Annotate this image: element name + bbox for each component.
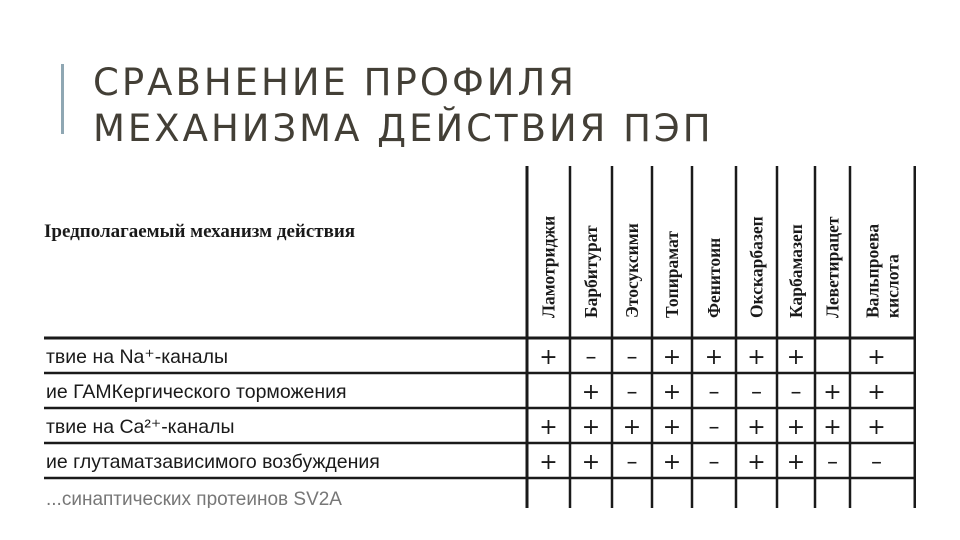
mechanism-mark: + — [581, 450, 601, 475]
mechanism-table-graphic — [44, 162, 916, 508]
mechanism-mark: + — [539, 415, 558, 440]
mechanism-row-label: ие глутаматзависимого возбуждения — [46, 451, 380, 473]
drug-name-8-line-0: Вальпроева — [862, 223, 883, 318]
table-header-label: Iредполагаемый механизм действия — [44, 221, 356, 242]
mechanism-mark: + — [823, 415, 842, 440]
drug-name-2-line-0: Этосуксими — [622, 223, 642, 318]
drug-name-3-line-0: Топирамат — [662, 231, 682, 318]
mechanism-mark: + — [867, 345, 886, 370]
mechanism-mark: – — [708, 380, 720, 405]
mechanism-mark: – — [871, 450, 882, 475]
drug-name-8-line-1: кислота — [882, 254, 903, 318]
mechanism-mark: + — [662, 345, 682, 370]
mechanism-mark: + — [786, 345, 806, 370]
mechanism-mark: + — [867, 380, 886, 405]
slide-title-line-1: СРАВНЕНИЕ ПРОФИЛЯ — [93, 61, 577, 104]
mechanism-mark: – — [790, 380, 802, 405]
title-accent-bar — [61, 64, 64, 134]
mechanism-mark: + — [581, 380, 601, 405]
drug-name-5-line-0: Окскарбазеп — [746, 216, 767, 318]
mechanism-mark: – — [626, 380, 638, 405]
mechanism-mark: + — [704, 345, 724, 370]
mechanism-mark: + — [867, 415, 886, 440]
mechanism-mark: + — [539, 450, 558, 475]
mechanism-mark: – — [708, 450, 720, 475]
mechanism-row-label: твие на Ca²⁺-каналы — [46, 416, 235, 438]
mechanism-row-label: ие ГАМКергического торможения — [46, 381, 347, 403]
mechanism-mark: + — [662, 450, 682, 475]
mechanism-mark: + — [747, 450, 766, 475]
mechanism-mark: + — [662, 380, 682, 405]
mechanism-mark: – — [626, 345, 638, 370]
mechanism-mark: + — [747, 415, 766, 440]
drug-name-7-line-0: Леветирацет — [822, 216, 843, 318]
mechanism-mark: + — [622, 415, 642, 440]
mechanism-mark: + — [823, 380, 842, 405]
drug-name-4-line-0: Фенитоин — [704, 237, 724, 318]
drug-name-6-line-0: Карбамазеп — [786, 224, 806, 318]
drug-name-1-line-0: Барбитурат — [581, 225, 601, 318]
mechanism-mark: + — [539, 345, 558, 370]
slide-title-line-2: МЕХАНИЗМА ДЕЙСТВИЯ ПЭП — [93, 107, 714, 150]
drug-name-0-line-0: Ламотриджи — [538, 215, 559, 318]
cut-off-row-label: ...синаптических протеинов SV2A — [46, 489, 342, 508]
mechanism-mark: + — [581, 415, 601, 440]
mechanism-mark: – — [708, 415, 720, 440]
mechanism-mark: – — [626, 450, 638, 475]
mechanism-mark: + — [662, 415, 682, 440]
mechanism-comparison-table — [44, 162, 916, 508]
mechanism-mark: – — [827, 450, 838, 475]
mechanism-mark: + — [786, 450, 806, 475]
mechanism-mark: + — [747, 345, 766, 370]
slide-title — [93, 60, 714, 152]
mechanism-row-label: твие на Na⁺-каналы — [46, 346, 229, 368]
mechanism-mark: – — [751, 380, 762, 405]
mechanism-mark: – — [585, 345, 597, 370]
mechanism-mark: + — [786, 415, 806, 440]
